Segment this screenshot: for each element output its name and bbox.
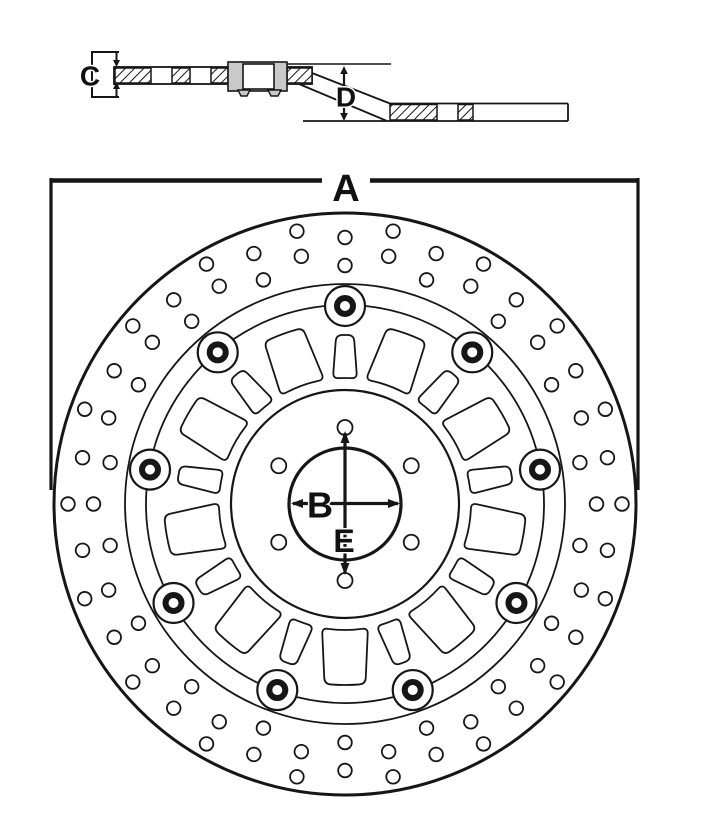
drill-hole-outer-row <box>601 451 615 465</box>
carrier-cutout-between-buttons <box>443 398 509 460</box>
drill-hole-inner-row <box>575 411 589 425</box>
dim-c-arrow-down <box>113 60 120 67</box>
dim-e-arrow-up <box>341 431 350 443</box>
drill-hole-inner-row <box>531 659 545 673</box>
dim-label-offset-d: D <box>335 81 357 113</box>
floating-button-outer <box>496 583 536 623</box>
drill-hole-outer-row <box>598 402 612 416</box>
bolt-hole <box>338 573 353 588</box>
drill-hole-outer-row <box>510 293 524 307</box>
drill-hole-inner-row <box>102 583 116 597</box>
carrier-cutout-between-buttons <box>367 329 424 393</box>
floating-button-ring <box>166 595 182 611</box>
carrier-cutout-under-button <box>419 371 459 413</box>
drill-hole-outer-row <box>386 770 400 784</box>
drill-hole-outer-row <box>569 630 583 644</box>
dim-label-thickness-c: C <box>79 60 101 92</box>
floating-button-ring <box>142 462 158 478</box>
drill-hole-inner-row <box>102 411 116 425</box>
drill-hole-outer-row <box>126 319 140 333</box>
drill-hole-inner-row <box>573 539 587 553</box>
drill-hole-inner-row <box>492 680 506 694</box>
bolt-hole <box>404 458 419 473</box>
carrier-outer-edge-arc <box>527 491 544 585</box>
drill-hole-outer-row <box>76 543 90 557</box>
drill-hole-inner-row <box>103 456 117 470</box>
drill-hole-inner-row <box>575 583 589 597</box>
drill-hole-outer-row <box>167 293 181 307</box>
flange-hatch-segment <box>390 105 437 121</box>
carrier-cutout-between-buttons <box>464 504 525 555</box>
drill-hole-inner-row <box>531 336 545 350</box>
drill-hole-outer-row <box>510 701 524 715</box>
carrier-cutout-under-button <box>178 467 222 493</box>
bolt-hole <box>271 535 286 550</box>
drill-hole-inner-row <box>185 314 199 328</box>
drill-hole-inner-row <box>382 745 396 759</box>
drill-hole-inner-row <box>132 616 146 630</box>
floating-button-ring <box>532 462 548 478</box>
drill-hole-inner-row <box>146 336 160 350</box>
drill-hole-outer-row <box>338 764 352 778</box>
dim-d-arrow-up <box>340 66 348 74</box>
drill-hole-outer-row <box>78 592 92 606</box>
band-hatch-segment <box>287 68 312 83</box>
band-hatch-segment <box>172 68 190 83</box>
dim-label-center-bore-b: B <box>307 484 333 526</box>
drill-hole-outer-row <box>550 675 564 689</box>
drill-hole-outer-row <box>126 675 140 689</box>
carrier-cutout-under-button <box>232 371 272 413</box>
drill-hole-outer-row <box>290 224 304 238</box>
drill-hole-outer-row <box>78 402 92 416</box>
drill-hole-outer-row <box>615 497 629 511</box>
carrier-cutout-between-buttons <box>216 586 281 653</box>
drill-hole-outer-row <box>598 592 612 606</box>
bolt-hole <box>271 458 286 473</box>
drill-hole-inner-row <box>590 497 604 511</box>
floating-button-outer <box>520 450 560 490</box>
band-hatch-segment <box>115 68 151 83</box>
carrier-cutout-under-button <box>378 619 410 664</box>
drill-hole-outer-row <box>477 257 491 271</box>
drill-hole-inner-row <box>545 378 559 392</box>
floating-button-ring <box>337 298 353 314</box>
drill-hole-outer-row <box>569 364 583 378</box>
drill-hole-inner-row <box>257 273 271 287</box>
drill-hole-outer-row <box>247 748 261 762</box>
drill-hole-outer-row <box>61 497 75 511</box>
drill-hole-inner-row <box>464 279 478 293</box>
carrier-cutout-between-buttons <box>165 504 226 555</box>
drill-hole-outer-row <box>290 770 304 784</box>
dim-label-overall-diameter-a: A <box>332 168 360 210</box>
floating-button-ring <box>210 344 226 360</box>
drill-hole-inner-row <box>295 250 309 264</box>
drill-hole-inner-row <box>545 616 559 630</box>
band-hatch-segment <box>211 68 228 83</box>
rivet-core <box>243 64 274 89</box>
drill-hole-outer-row <box>477 737 491 751</box>
dim-label-bolt-circle-e: E <box>333 523 355 559</box>
carrier-cutout-between-buttons <box>409 586 474 653</box>
dim-d-arrow-down <box>340 113 348 121</box>
drill-hole-inner-row <box>492 314 506 328</box>
drill-hole-outer-row <box>550 319 564 333</box>
floating-button-outer <box>154 583 194 623</box>
carrier-cutout-between-buttons <box>181 398 247 460</box>
drill-hole-inner-row <box>185 680 199 694</box>
drill-hole-outer-row <box>107 630 121 644</box>
floating-button-ring <box>269 682 285 698</box>
carrier-cutout-under-button <box>280 619 312 664</box>
drill-hole-outer-row <box>200 257 214 271</box>
drill-hole-inner-row <box>132 378 146 392</box>
carrier-outer-edge-arc <box>146 491 163 585</box>
carrier-cutout-under-button <box>450 558 494 594</box>
cross-section-view <box>92 52 568 121</box>
front-view <box>54 213 636 795</box>
floating-button-outer <box>130 450 170 490</box>
drill-hole-outer-row <box>429 247 443 261</box>
floating-button-ring <box>508 595 524 611</box>
carrier-outer-edge-arc <box>298 697 393 703</box>
drill-hole-outer-row <box>200 737 214 751</box>
carrier-outer-edge-arc <box>234 306 323 338</box>
drill-hole-outer-row <box>386 224 400 238</box>
carrier-cutout-between-buttons <box>266 329 323 393</box>
floating-button-outer <box>198 332 238 372</box>
drill-hole-outer-row <box>429 748 443 762</box>
drill-hole-inner-row <box>573 456 587 470</box>
drill-hole-inner-row <box>464 715 478 729</box>
carrier-cutout-under-button <box>196 558 240 594</box>
drill-hole-inner-row <box>257 721 271 735</box>
drill-hole-inner-row <box>87 497 101 511</box>
floating-button-ring <box>464 344 480 360</box>
dim-b-arrow-left <box>291 499 303 508</box>
dim-b-arrow-right <box>388 499 400 508</box>
carrier-cutout-under-button <box>333 335 356 378</box>
drill-hole-outer-row <box>338 231 352 245</box>
drill-hole-outer-row <box>247 247 261 261</box>
drill-hole-outer-row <box>107 364 121 378</box>
drill-hole-inner-row <box>338 736 352 750</box>
floating-button-outer <box>257 670 297 710</box>
bolt-hole <box>404 535 419 550</box>
floating-button-ring <box>405 682 421 698</box>
drill-hole-inner-row <box>103 539 117 553</box>
drill-hole-outer-row <box>76 451 90 465</box>
drill-hole-inner-row <box>420 721 434 735</box>
floating-button-outer <box>452 332 492 372</box>
drill-hole-inner-row <box>212 279 226 293</box>
carrier-cutout-under-button <box>468 467 512 493</box>
floating-button-outer <box>393 670 433 710</box>
floating-button-outer <box>325 286 365 326</box>
drill-hole-inner-row <box>212 715 226 729</box>
carrier-outer-edge-arc <box>154 366 201 448</box>
drill-hole-inner-row <box>295 745 309 759</box>
drill-hole-inner-row <box>338 259 352 273</box>
drill-hole-inner-row <box>420 273 434 287</box>
drill-hole-outer-row <box>601 543 615 557</box>
carrier-outer-edge-arc <box>489 366 536 448</box>
drill-hole-inner-row <box>382 250 396 264</box>
carrier-outer-edge-arc <box>366 306 455 338</box>
drill-hole-outer-row <box>167 701 181 715</box>
flange-hatch-segment <box>458 105 473 121</box>
carrier-cutout-between-buttons <box>322 629 367 685</box>
drill-hole-inner-row <box>146 659 160 673</box>
